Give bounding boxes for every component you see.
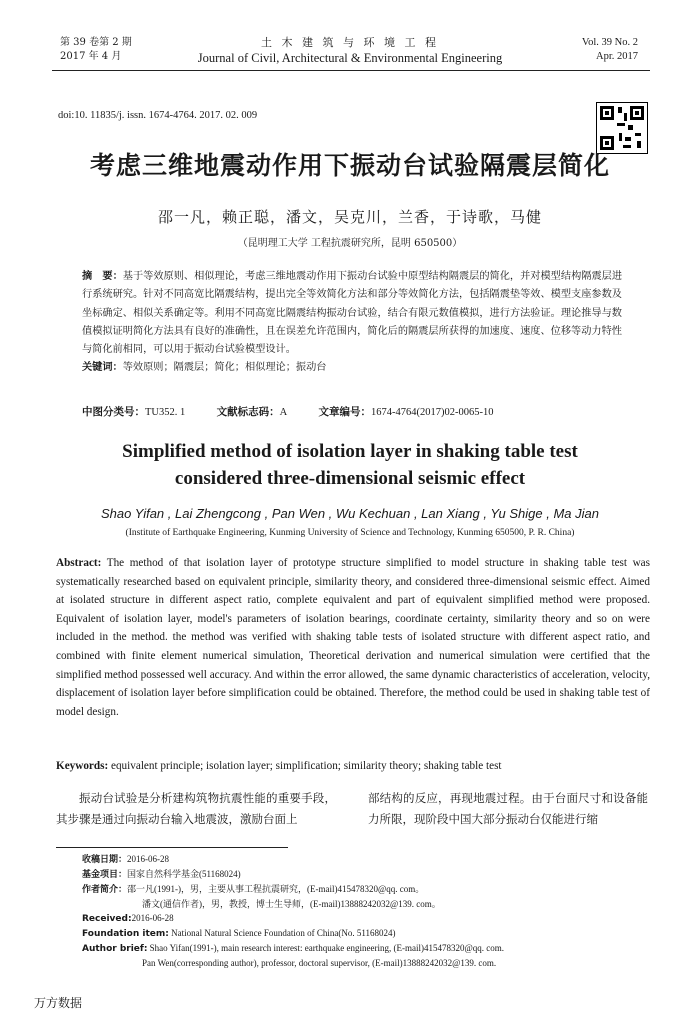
header-volume-en <box>582 36 638 64</box>
doc-code-value: A <box>279 407 288 418</box>
fund-en-label: Foundation item: <box>82 929 169 939</box>
author1-en: Shao Yifan(1991-), main research interest: earthquake engineering, (E-mail)415478320@qq. com. <box>149 943 505 953</box>
article-number-value: 1674-4764(2017)02-0065-10 <box>371 407 494 418</box>
keywords-en-label: Keywords: <box>56 760 109 772</box>
abstract-en-text: The method of that isolation layer of prototype structure simplified to model structure in shaking table test was systematically researched based on equivalent principle, similarity theory, and considered three-dimensional seismic effect. Aimed at isolated structure in different aspect ratio, complete equivalent and part of equivalent simplified method were proposed. Equivalent of isolation layer, model's parameters of isolation bearings, coordinate certainty, similarity theory and so on were included in the method. the method was verified with shaking table tests of isolated structure with different aspect ratio, and combined with finite element numerical simulation, Theoretical derivation and numerical simulation were certified that the simplified method possessed well accuracy. And within the error allowed, the same dynamic characteristics of acceleration, velocity, displacement of isolation layer before simplification could be obtained. Therefore, the method could be used in shaking table test of model design. <box>56 557 650 718</box>
author-cn-label: 作者简介： <box>82 885 128 895</box>
body-column-left: 振动台试验是分析建构筑物抗震性能的重要手段，其步骤是通过向振动台输入地震波，激励台面上 <box>56 791 336 826</box>
volume-cn: 第 39 卷第 2 期 <box>60 37 132 48</box>
doc-code-label: 文献标志码： <box>216 406 280 418</box>
date-en: Apr. 2017 <box>596 51 638 62</box>
journal-title-en: Journal of Civil, Architectural & Environmental Engineering <box>197 51 503 65</box>
fund-cn: 国家自然科学基金(51168024) <box>127 869 241 879</box>
abstract-en-label: Abstract: <box>56 557 102 569</box>
paper-title-en-line1: Simplified method of isolation layer in shaking table test <box>122 441 578 462</box>
footnote-divider <box>56 847 288 848</box>
body-column-right: 部结构的反应，再现地震过程。由于台面尺寸和设备能力所限，现阶段中国大部分振动台仅能进行缩 <box>368 791 648 826</box>
clc-label: 中图分类号： <box>82 406 145 418</box>
paper-title-en <box>0 438 700 492</box>
authors-cn: 邵一凡，赖正聪，潘文，吴克川，兰香，于诗歌，马健 <box>157 208 542 226</box>
fund-en: National Natural Science Foundation of China(No. 51168024) <box>171 928 396 938</box>
abstract-cn <box>82 268 622 378</box>
volume-en: Vol. 39 No. 2 <box>581 37 638 48</box>
received-en-label: Received: <box>82 914 132 924</box>
footer-watermark: 万方数据 <box>34 996 83 1010</box>
authors-en: Shao Yifan , Lai Zhengcong , Pan Wen , Wu Kechuan , Lan Xiang , Yu Shige , Ma Jian <box>101 506 599 521</box>
article-number-label: 文章编号： <box>318 406 372 418</box>
journal-title-cn: 土 木 建 筑 与 环 境 工 程 <box>261 36 439 49</box>
clc-value: TU352. 1 <box>145 407 186 418</box>
author2-cn: 潘文(通信作者)，男，教授，博士生导师，(E-mail)13888242032@139. com。 <box>142 899 441 909</box>
author2-en: Pan Wen(corresponding author), professor, doctoral supervisor, (E-mail)13888242032@139. com. <box>142 958 497 968</box>
fund-cn-label: 基金项目： <box>82 870 128 880</box>
header-divider <box>52 70 650 71</box>
keywords-en <box>56 760 650 772</box>
doi: doi:10. 11835/j. issn. 1674-4764. 2017. 02. 009 <box>58 110 258 121</box>
abstract-cn-text: 基于等效原则、相似理论，考虑三维地震动作用下振动台试验中原型结构隔震层的简化，并对模型结构隔震层进行系统研究。针对不同高宽比隔震结构，提出完全等效简化方法和部分等效简化方法，包括隔震垫等效、模型支座参数及坐标确定、相似关系确定等。利用不同高宽比隔震结构振动台试验，结合有限元数值模拟，进行方法验证。理论推导与数值模拟证明简化方法具有良好的准确性，且在误差允许范围内，简化后的隔震层所获得的加速度、速度、位移等动力特性与简化前相同，可以用于振动台试验模型设计。 <box>82 271 623 356</box>
author1-cn: 邵一凡(1991-)，男，主要从事工程抗震研究，(E-mail)415478320@qq. com。 <box>127 884 425 894</box>
received-cn: 2016-06-28 <box>127 854 170 864</box>
abstract-cn-label: 摘 要： <box>82 271 123 282</box>
affiliation-en: (Institute of Earthquake Engineering, Kunming University of Science and Technology, Kunming 650500, P. R. China) <box>125 528 575 538</box>
affiliation-cn: （昆明理工大学 工程抗震研究所，昆明 650500） <box>237 238 463 249</box>
paper-title-cn: 考虑三维地震动作用下振动台试验隔震层简化 <box>89 151 610 180</box>
date-cn: 2017 年 4 月 <box>60 51 122 62</box>
received-en: 2016-06-28 <box>131 913 174 923</box>
paper-title-en-line2: considered three-dimensional seismic effect <box>174 468 526 489</box>
keywords-cn-label: 关键词： <box>82 362 123 374</box>
keywords-en-text: equivalent principle; isolation layer; simplification; similarity theory; shaking table test <box>111 760 502 772</box>
abstract-en <box>56 554 650 721</box>
classification-cn <box>82 404 522 419</box>
footnotes <box>82 852 652 970</box>
author-en-label: Author brief: <box>82 944 148 954</box>
received-cn-label: 收稿日期： <box>82 855 128 865</box>
keywords-cn-text: 等效原则；隔震层；简化；相似理论；振动台 <box>122 362 327 374</box>
